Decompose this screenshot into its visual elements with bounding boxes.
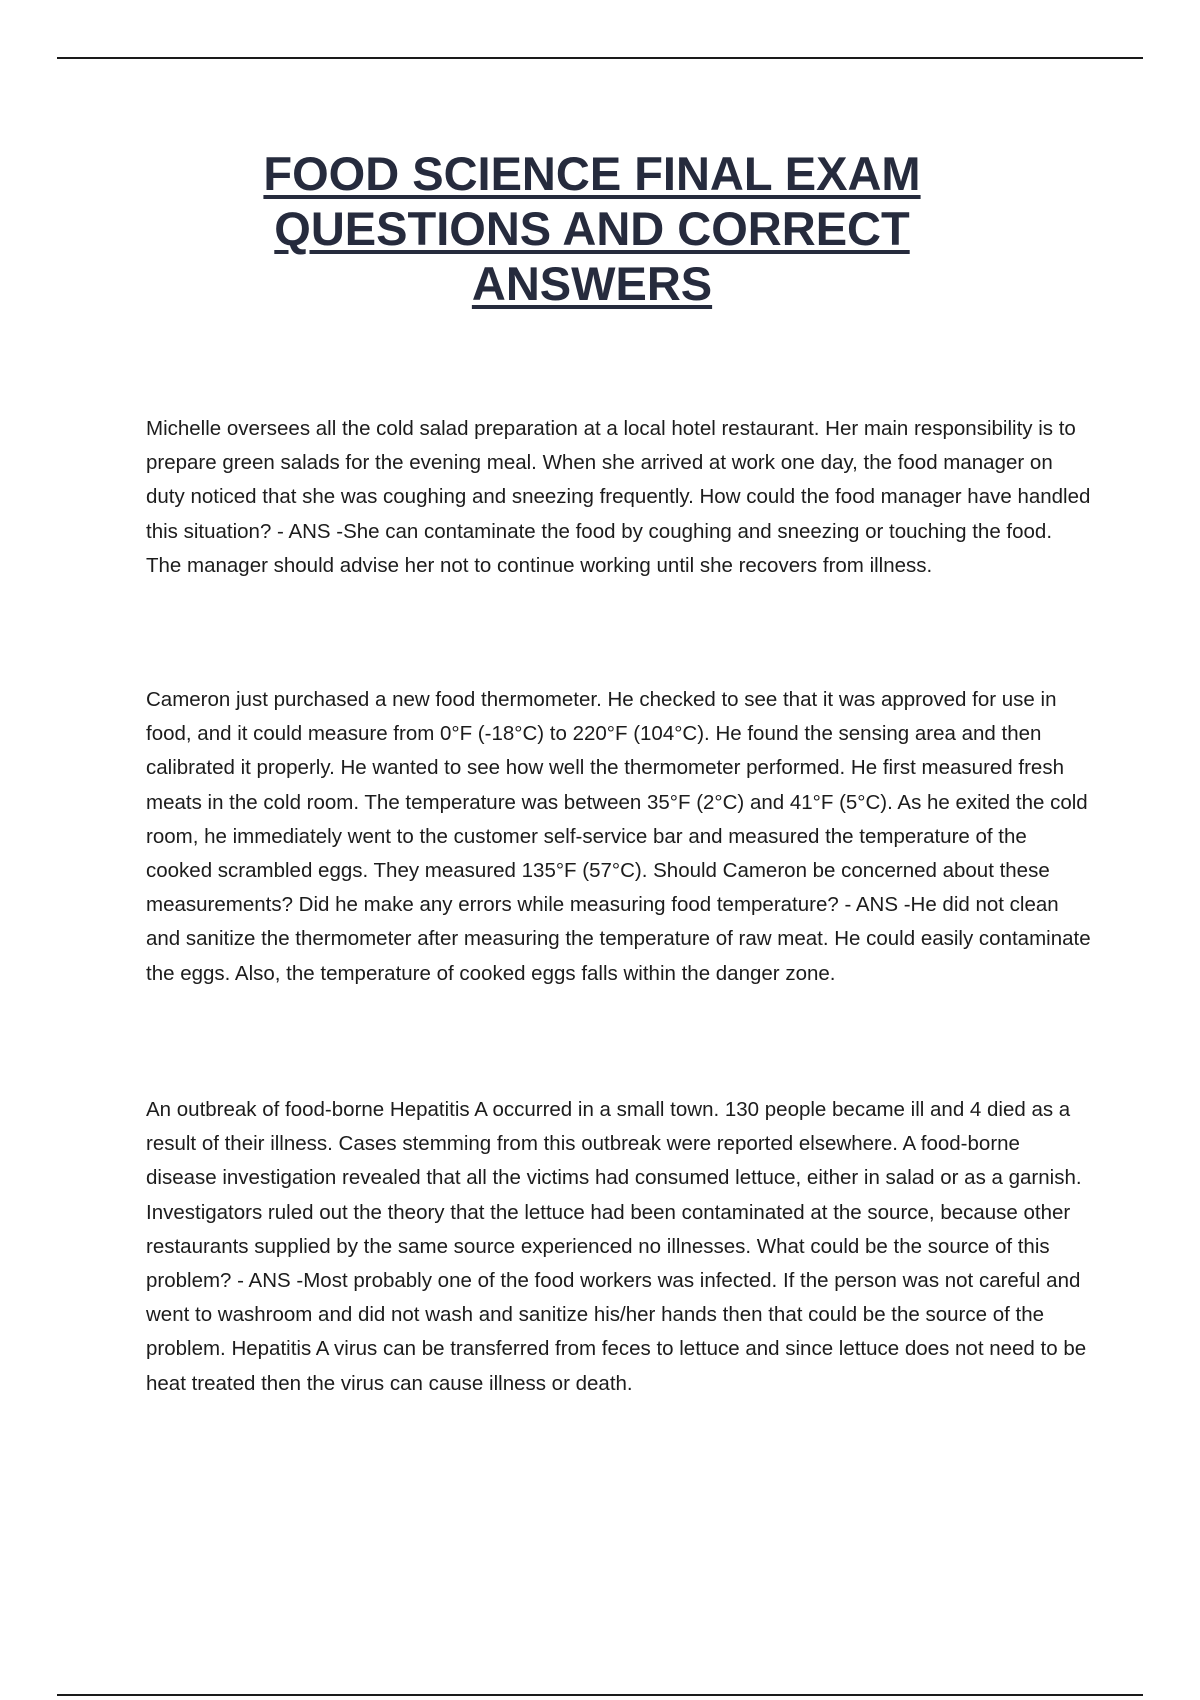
title-line-2: QUESTIONS AND CORRECT bbox=[274, 202, 910, 255]
title-line-3: ANSWERS bbox=[471, 257, 713, 310]
question-answer-2: Cameron just purchased a new food thermometer. He checked to see that it was approved for use in food, and it could measure from 0°F (-18°C) to 220°F (104°C). He found the sensing area and then calibrated it properly. He wanted to see how well the thermometer performed. He first measured fresh meats in the cold room. The temperature was between 35°F (2°C) and 41°F (5°C). As he exited the cold room, he immediately went to the customer self-service bar and measured the temperature of the cooked scrambled eggs. They measured 135°F (57°C). Should Cameron be concerned about these measurements? Did he make any errors while measuring food temperature? - ANS -He did not clean and sanitize the thermometer after measuring the temperature of raw meat. He could easily contaminate the eggs. Also, the temperature of cooked eggs falls within the danger zone. bbox=[146, 688, 1091, 985]
question-answer-1: Michelle oversees all the cold salad preparation at a local hotel restaurant. Her main responsibility is to prepare green salads for the evening meal. When she arrived at work one day, the food manager on duty noticed that she was coughing and sneezing frequently. How could the food manager have handled this situation? - ANS -She can contaminate the food by coughing and sneezing or touching the food. The manager should advise her not to continue working until she recovers from illness. bbox=[146, 417, 1091, 577]
question-answer-3: An outbreak of food-borne Hepatitis A occurred in a small town. 130 people became ill and 4 died as a result of their illness. Cases stemming from this outbreak were reported elsewhere. A food-borne disease investigation revealed that all the victims had consumed lettuce, either in salad or as a garnish. Investigators ruled out the theory that the lettuce had been contaminated at the source, because other restaurants supplied by the same source experienced no illnesses. What could be the source of this problem? - ANS -Most probably one of the food workers was infected. If the person was not careful and went to washroom and did not wash and sanitize his/her hands then that could be the source of the problem. Hepatitis A virus can be transferred from feces to lettuce and since lettuce does not need to be heat treated then the virus can cause illness or death. bbox=[146, 1098, 1087, 1395]
bottom-divider bbox=[57, 1694, 1143, 1696]
title-line-1: FOOD SCIENCE FINAL EXAM bbox=[263, 147, 921, 200]
document-title bbox=[200, 146, 984, 311]
top-divider bbox=[57, 57, 1143, 59]
